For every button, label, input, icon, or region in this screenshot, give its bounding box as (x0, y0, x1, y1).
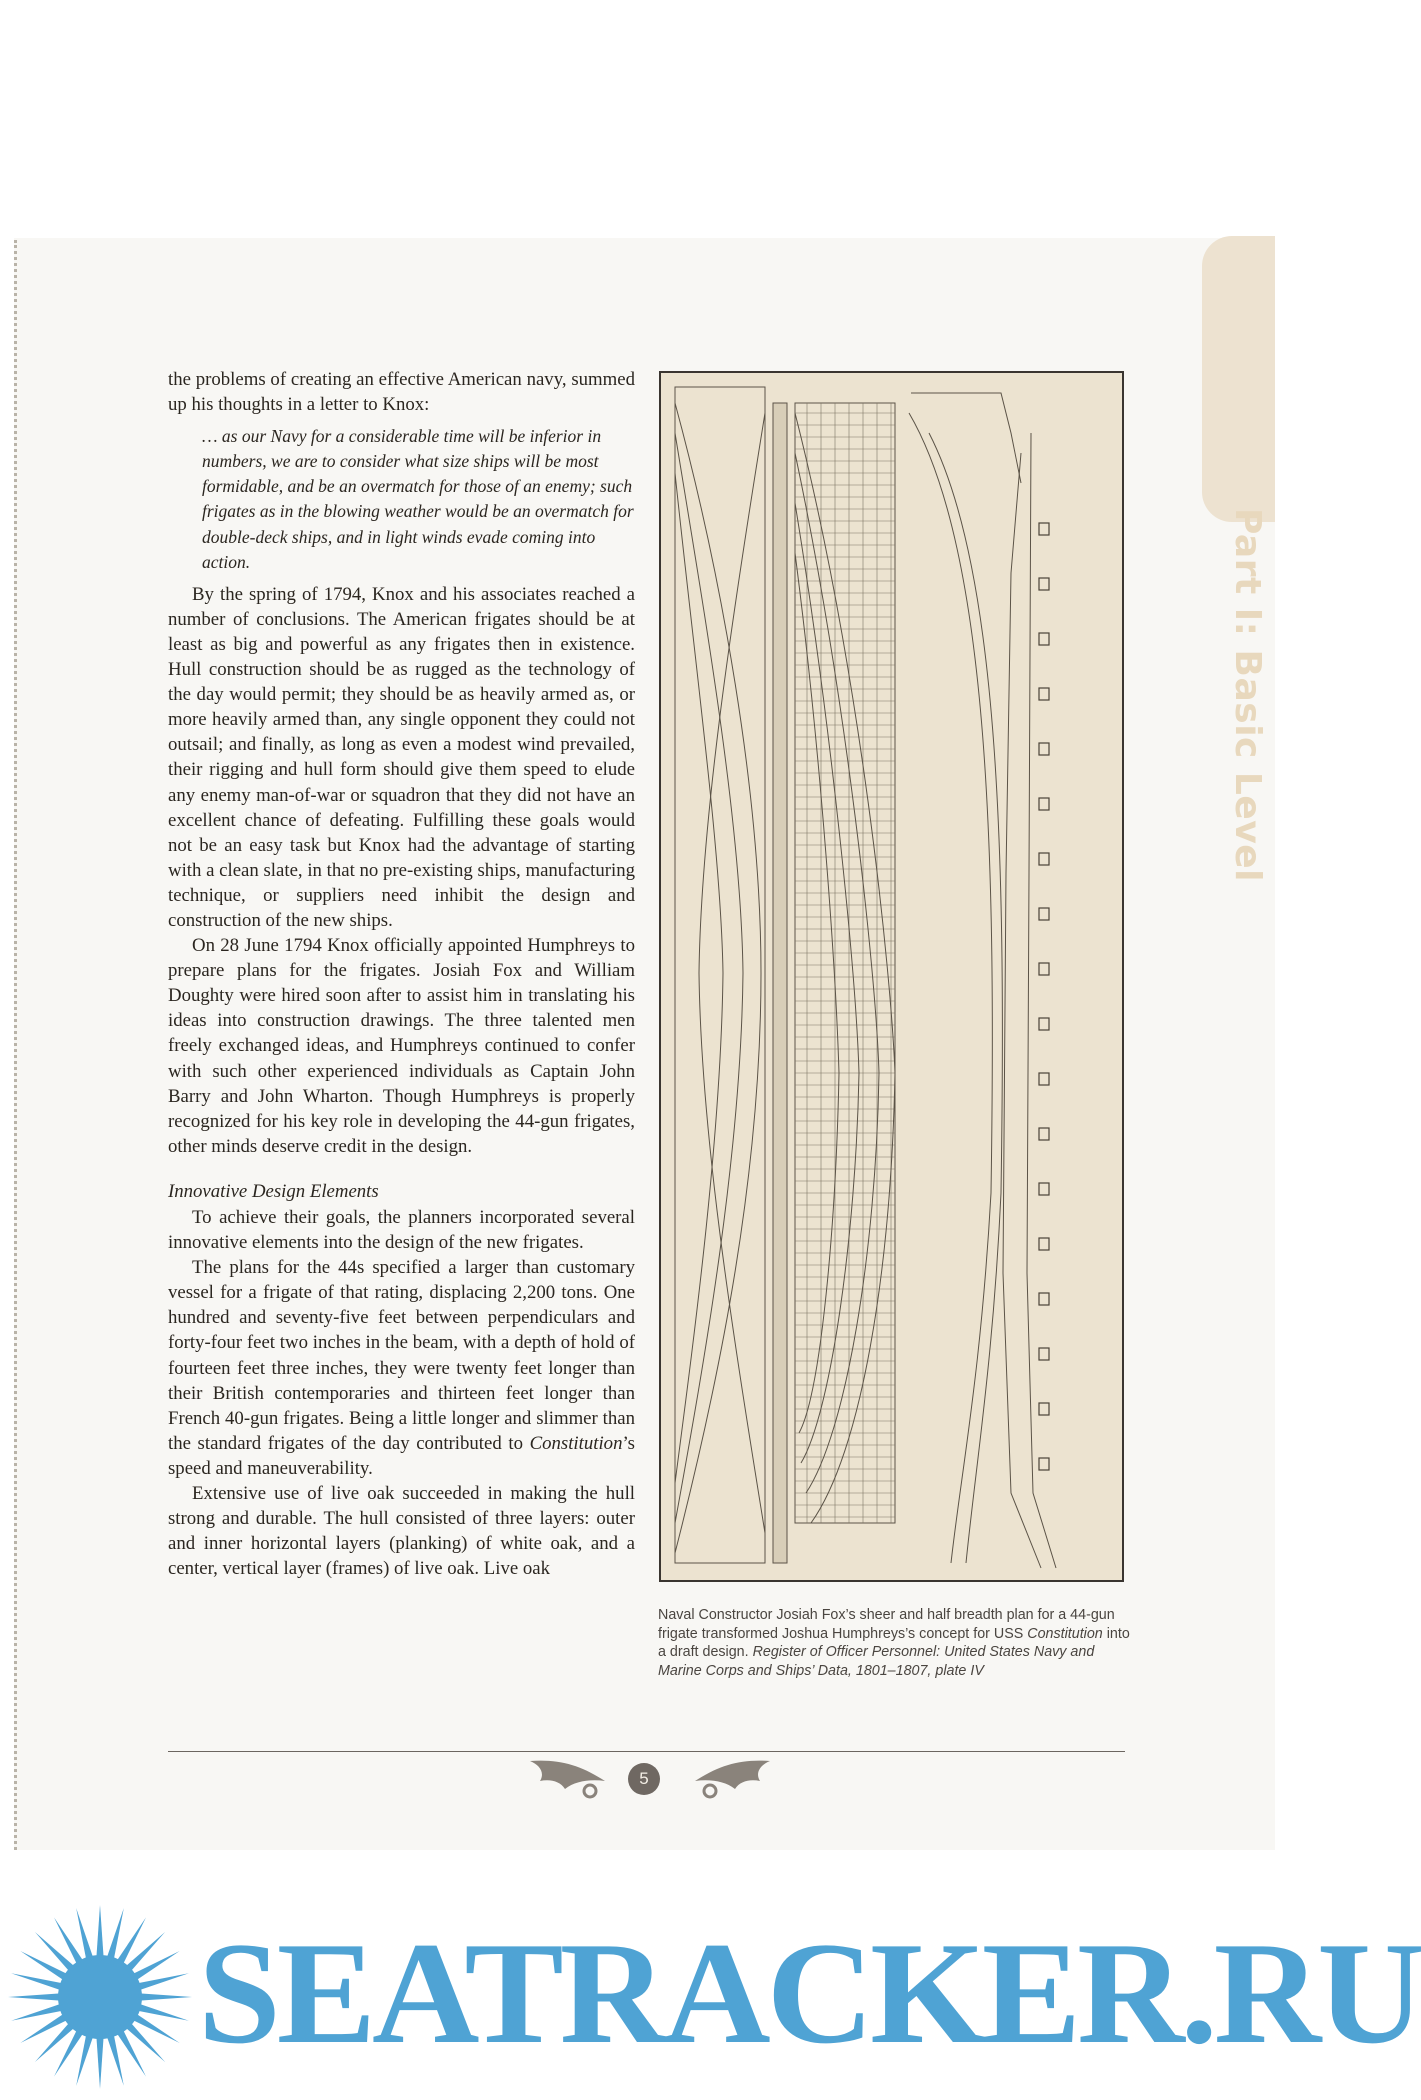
section-label: Part I: Basic Level (1227, 508, 1268, 882)
page-number: 5 (628, 1763, 660, 1795)
page-edge-dots (14, 240, 17, 1850)
section-tab (1202, 236, 1275, 522)
paragraph-conclusions: By the spring of 1794, Knox and his associates reached a number of conclusions. The American frigates should be at least as big and powerful as any frigates then in existence. Hull construction should be as rugged as the technology of the day would permit; they should be as heavily armed as, or more heavily armed than, any single opponent they could not outsail; and finally, as long as even a modest wind prevailed, their rigging and hull form should give them speed to elude any enemy man-of-war or squadron that they did not have an excellent chance of defeating. Fulfilling these goals would not be an easy task but Knox had the advantage of starting with a clean slate, in that no pre-existing ships, manufacturing technique, or suppliers need inhibit the design and construction of the new ships. (168, 583, 635, 931)
paragraph-appointment: On 28 June 1794 Knox officially appointed Humphreys to prepare plans for the frigates. Josiah Fox and William Doughty were hired soon after to assist him in translating his ideas into construction drawings. The three talented men freely exchanged ideas, and Humphreys continued to confer with such other experienced individuals as Captain John Barry and John Wharton. Though Humphreys is properly recognized for his key role in developing the 44-gun frigates, other minds deserve credit in the design. (168, 935, 635, 1157)
figure-caption: Naval Constructor Josiah Fox’s sheer and half breadth plan for a 44-gun frigate transformed Joshua Humphreys’s concept for USS Constitution into a draft design. Register of Officer Personnel: United States Navy and Marine Corps and Ships’ Data, 1801–1807, plate IV (658, 1607, 1130, 1679)
paragraph-dimensions: The plans for the 44s specified a larger than customary vessel for a frigate of that rating, displacing 2,200 tons. One hundred and seventy-five feet between perpendiculars and forty-four feet two inches in the beam, with a depth of hold of fourteen feet three inches, they were twenty feet longer than their British contemporaries and thirteen feet longer than French 40-gun frigates. Being a little longer and slimmer than the standard frigates of the day contributed to Constitution’s speed and maneuverability. (168, 1257, 635, 1479)
ship-plan-figure (659, 371, 1124, 1582)
section-heading: Innovative Design Elements (168, 1180, 379, 1202)
body-text-column (168, 367, 635, 1581)
sheer-plan-drawing (661, 373, 1122, 1580)
paragraph-innovations: To achieve their goals, the planners incorporated several innovative elements into the design of the new frigates. (168, 1207, 635, 1254)
intro-paragraph: the problems of creating an effective American navy, summed up his thoughts in a letter to Knox: (168, 369, 635, 416)
paragraph-live-oak: Extensive use of live oak succeeded in making the hull strong and durable. The hull consisted of three layers: outer and inner horizontal layers (planking) of white oak, and a center, vertical layer (frames) of live oak. Live oak (168, 1483, 635, 1580)
block-quote: … as our Navy for a considerable time will be inferior in numbers, we are to consider what size ships will be most formidable, and be an overmatch for those of an enemy; such frigates as in the blowing weather would be an overmatch for double-deck ships, and in light winds evade coming into action. (202, 426, 634, 572)
watermark-text: SEATRACKER.RU (198, 1912, 1421, 2074)
